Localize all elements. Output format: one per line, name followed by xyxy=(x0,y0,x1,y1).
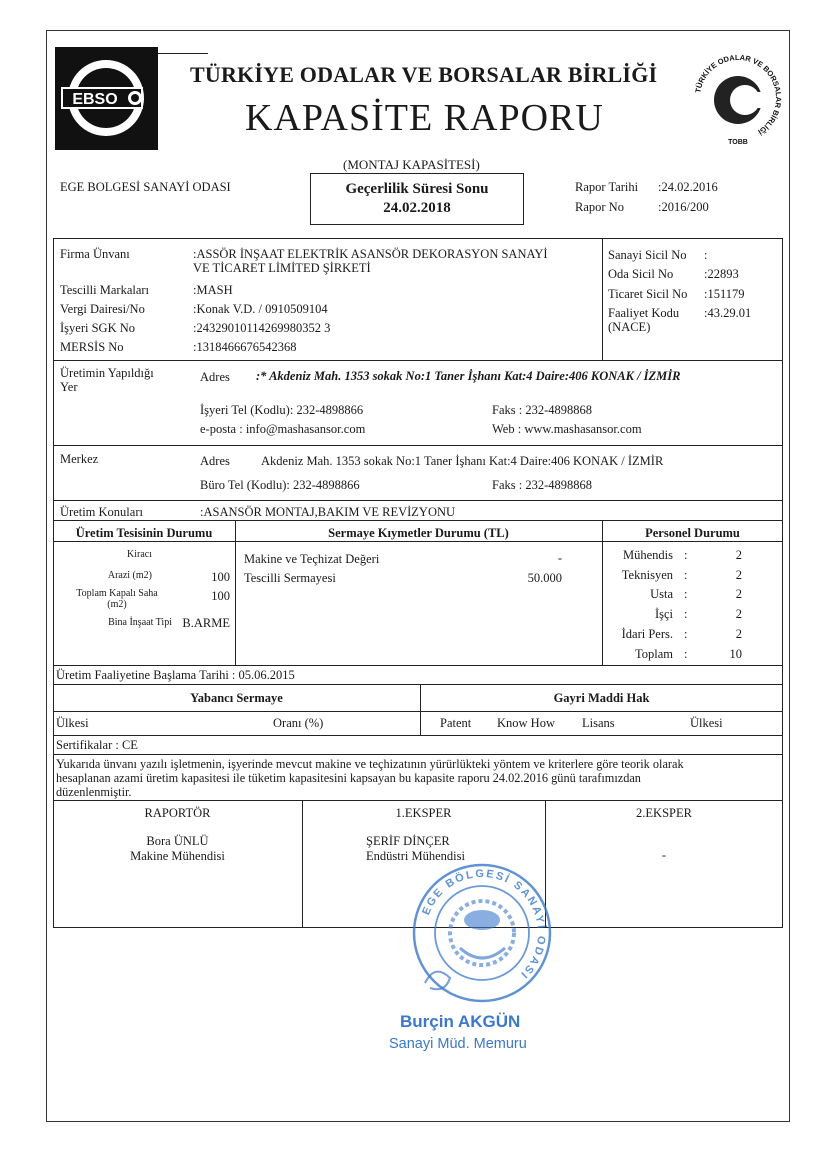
firm-title-value-2: VE TİCARET LİMİTED ŞİRKETİ xyxy=(193,261,371,275)
production-fax: Faks : 232-4898868 xyxy=(492,403,592,417)
activity-code-label-2: (NACE) xyxy=(608,320,651,334)
statement-line: hesaplanan azami üretim kapasitesi ile tüketim kapasitesini kapsayan bu kapasite raporu 24.02.2016 günü tarafımızdan xyxy=(56,771,641,785)
personnel-row-label: Teknisyen xyxy=(621,568,673,582)
firm-title-label: Firma Ünvanı xyxy=(60,247,130,261)
personnel-row-label: İşçi xyxy=(654,607,673,621)
intangible-country-label: Ülkesi xyxy=(690,716,723,730)
firm-title-value: :ASSÖR İNŞAAT ELEKTRİK ASANSÖR DEKORASYON SANAYİ xyxy=(193,247,548,261)
official-stamp xyxy=(405,858,560,1008)
report-title: KAPASİTE RAPORU xyxy=(245,97,604,139)
statement-line: Yukarıda ünvanı yazılı işletmenin, işyerinde mevcut makine ve teçhizatının yürürlükteki yöntem ve kriterlere göre teorik olarak xyxy=(56,757,684,771)
production-subjects-value: :ASANSÖR MONTAJ,BAKIM VE REVİZYONU xyxy=(200,505,456,519)
mersis-value: :1318466676542368 xyxy=(193,340,297,354)
subtitle: (MONTAJ KAPASİTESİ) xyxy=(343,157,480,172)
personnel-header: Personel Durumu xyxy=(645,526,740,540)
validity-label: Geçerlilik Süresi Sonu xyxy=(345,181,489,197)
start-date: Üretim Faaliyetine Başlama Tarihi : 05.06.2015 xyxy=(56,668,295,682)
capital-row-label: Tescilli Sermayesi xyxy=(244,571,336,585)
production-site-label-2: Yer xyxy=(60,380,78,394)
personnel-row-value: 2 xyxy=(735,548,742,562)
reporter-role: Makine Mühendisi xyxy=(130,849,225,863)
activity-code-value: :43.29.01 xyxy=(704,306,752,320)
expert1-name: ŞERİF DİNÇER xyxy=(366,834,450,848)
patent-label: Patent xyxy=(440,716,472,730)
personnel-row-value: 2 xyxy=(735,627,742,641)
foreign-capital-header: Yabancı Sermaye xyxy=(190,691,283,705)
facility-row-label: Arazi (m2) xyxy=(107,570,152,581)
license-label: Lisans xyxy=(582,716,615,730)
capital-row-label: Makine ve Teçhizat Değeri xyxy=(244,552,380,566)
personnel-row-value: 2 xyxy=(735,568,742,582)
headquarters-phone: Büro Tel (Kodlu): 232-4898866 xyxy=(200,478,360,492)
facility-header: Üretim Tesisinin Durumu xyxy=(75,526,213,540)
personnel-row-value: 2 xyxy=(735,607,742,621)
personnel-row-label: Mühendis xyxy=(623,548,673,562)
facility-row-value: B.ARME xyxy=(182,616,230,630)
intangible-header: Gayri Maddi Hak xyxy=(553,691,650,705)
production-email: e-posta : info@mashasansor.com xyxy=(200,422,366,436)
tobb-label: TOBB xyxy=(728,139,748,146)
logo-stroke xyxy=(158,53,208,54)
statement-line: düzenlenmiştir. xyxy=(56,785,132,799)
tobb-logo xyxy=(688,48,788,148)
sgk-label: İşyeri SGK No xyxy=(60,321,135,335)
certificates: Sertifikalar : CE xyxy=(56,738,138,752)
stamp-ring-text: EGE BÖLGESİ SANAYİ ODASI xyxy=(420,867,548,982)
facility-row-value: 100 xyxy=(211,589,230,603)
foreign-ratio-label: Oranı (%) xyxy=(273,716,324,730)
capital-row-value: - xyxy=(557,551,562,565)
capital-row-value: 50.000 xyxy=(527,571,562,585)
tobb-ring-text: TÜRKİYE ODALAR VE BORSALAR BİRLİĞİ xyxy=(693,52,784,137)
expert2-value: - xyxy=(661,848,667,862)
facility-row-label: Kiracı xyxy=(127,549,152,560)
sgk-value: :24329010114269980352 3 xyxy=(193,321,331,335)
knowhow-label: Know How xyxy=(497,716,555,730)
mersis-label: MERSİS No xyxy=(60,340,124,354)
production-address-label: Adres xyxy=(200,370,230,384)
chamber-reg-label: Oda Sicil No xyxy=(608,267,674,281)
report-date-value: :24.02.2016 xyxy=(658,180,718,194)
tax-value: :Konak V.D. / 0910509104 xyxy=(193,302,328,316)
personnel-row-value: 2 xyxy=(735,587,742,601)
headquarters-address-value: Akdeniz Mah. 1353 sokak No:1 Taner İşhanı Kat:4 Daire:406 KONAK / İZMİR xyxy=(261,454,664,468)
brands-value: :MASH xyxy=(193,283,233,297)
trade-reg-label: Ticaret Sicil No xyxy=(608,287,688,301)
personnel-row-label: İdari Pers. xyxy=(621,627,673,641)
expert1-title: 1.EKSPER xyxy=(395,806,452,820)
personnel-row-value: 10 xyxy=(729,647,742,661)
chamber-name: EGE BOLGESİ SANAYİ ODASI xyxy=(60,180,231,194)
expert2-title: 2.EKSPER xyxy=(636,806,692,820)
production-web: Web : www.mashasansor.com xyxy=(492,422,642,436)
chamber-reg-value: :22893 xyxy=(704,267,739,281)
ebso-logo-text: EBSO xyxy=(72,91,118,108)
personnel-row-label: Usta xyxy=(650,587,673,601)
reporter-title: RAPORTÖR xyxy=(144,806,211,820)
facility-row-label: Bina İnşaat Tipi xyxy=(108,617,172,628)
activity-code-label: Faaliyet Kodu xyxy=(608,306,680,320)
headquarters-fax: Faks : 232-4898868 xyxy=(492,478,592,492)
tax-label: Vergi Dairesi/No xyxy=(60,302,145,316)
trade-reg-value: :151179 xyxy=(704,287,745,301)
facility-row-value: 100 xyxy=(211,570,230,584)
validity-date: 24.02.2018 xyxy=(383,200,451,216)
reporter-name: Bora ÜNLÜ xyxy=(146,834,209,848)
production-subjects-label: Üretim Konuları xyxy=(60,505,143,519)
ebso-logo xyxy=(55,47,158,150)
facility-row-label: Toplam Kapalı Saha (m2) xyxy=(76,588,158,610)
org-title: TÜRKİYE ODALAR VE BORSALAR BİRLİĞİ xyxy=(190,62,658,87)
production-address-value: :* Akdeniz Mah. 1353 sokak No:1 Taner İşhanı Kat:4 Daire:406 KONAK / İZMİR xyxy=(256,369,681,383)
industry-reg-value: : xyxy=(704,248,708,262)
industry-reg-label: Sanayi Sicil No xyxy=(608,248,687,262)
production-site-label: Üretimin Yapıldığı xyxy=(60,366,154,380)
brands-label: Tescilli Markaları xyxy=(60,283,150,297)
stamp-officer-title: Sanayi Müd. Memuru xyxy=(389,1036,527,1052)
stamp-officer-name: Burçin AKGÜN xyxy=(400,1012,521,1031)
headquarters-label: Merkez xyxy=(60,452,99,466)
personnel-row-label: Toplam xyxy=(634,647,673,661)
report-no-value: :2016/200 xyxy=(658,200,709,214)
foreign-country-label: Ülkesi xyxy=(56,716,89,730)
capital-header: Sermaye Kıymetler Durumu (TL) xyxy=(328,526,509,540)
production-phone: İşyeri Tel (Kodlu): 232-4898866 xyxy=(200,403,364,417)
report-no-label: Rapor No xyxy=(575,200,624,214)
headquarters-address-label: Adres xyxy=(200,454,230,468)
report-date-label: Rapor Tarihi xyxy=(575,180,639,194)
expert1-role: Endüstri Mühendisi xyxy=(366,849,465,863)
